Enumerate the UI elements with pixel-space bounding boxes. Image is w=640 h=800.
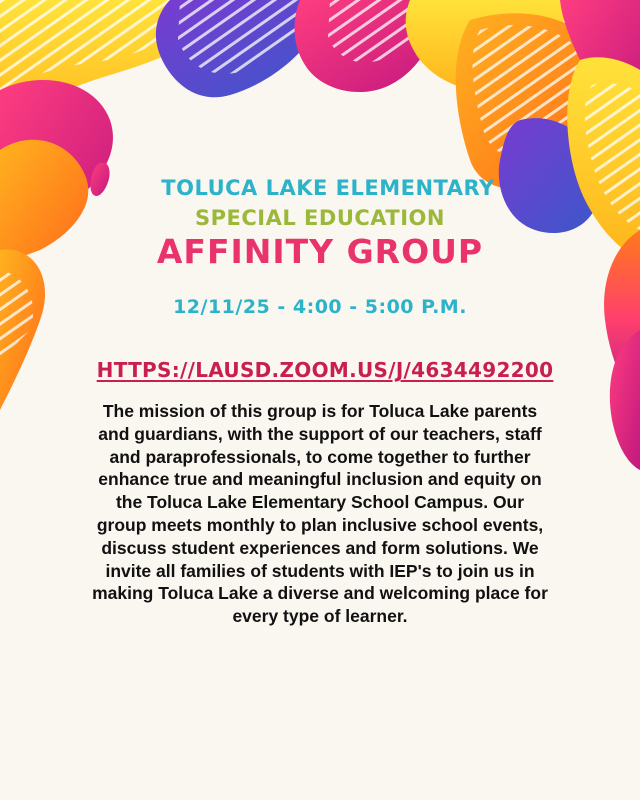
group-title: AFFINITY GROUP xyxy=(156,232,484,271)
program-name: SPECIAL EDUCATION xyxy=(195,206,445,230)
mission-statement: The mission of this group is for Toluca Lake parents and guardians, with the support of our teachers, staff and paraprofessionals, to come together to further enhance true and meaningful inclusion and equity on the Toluca Lake Elementary School Campus. Our group meets monthly to plan inclusive school events, discuss student experiences and form solutions. We invite all families of students with IEP's to join us in making Toluca Lake a diverse and welcoming place for every type of learner. xyxy=(92,401,548,627)
school-name: TOLUCA LAKE ELEMENTARY xyxy=(161,176,495,200)
zoom-meeting-link[interactable]: HTTPS://LAUSD.ZOOM.US/J/4634492200 xyxy=(96,358,554,382)
meeting-datetime: 12/11/25 - 4:00 - 5:00 P.M. xyxy=(173,296,467,318)
